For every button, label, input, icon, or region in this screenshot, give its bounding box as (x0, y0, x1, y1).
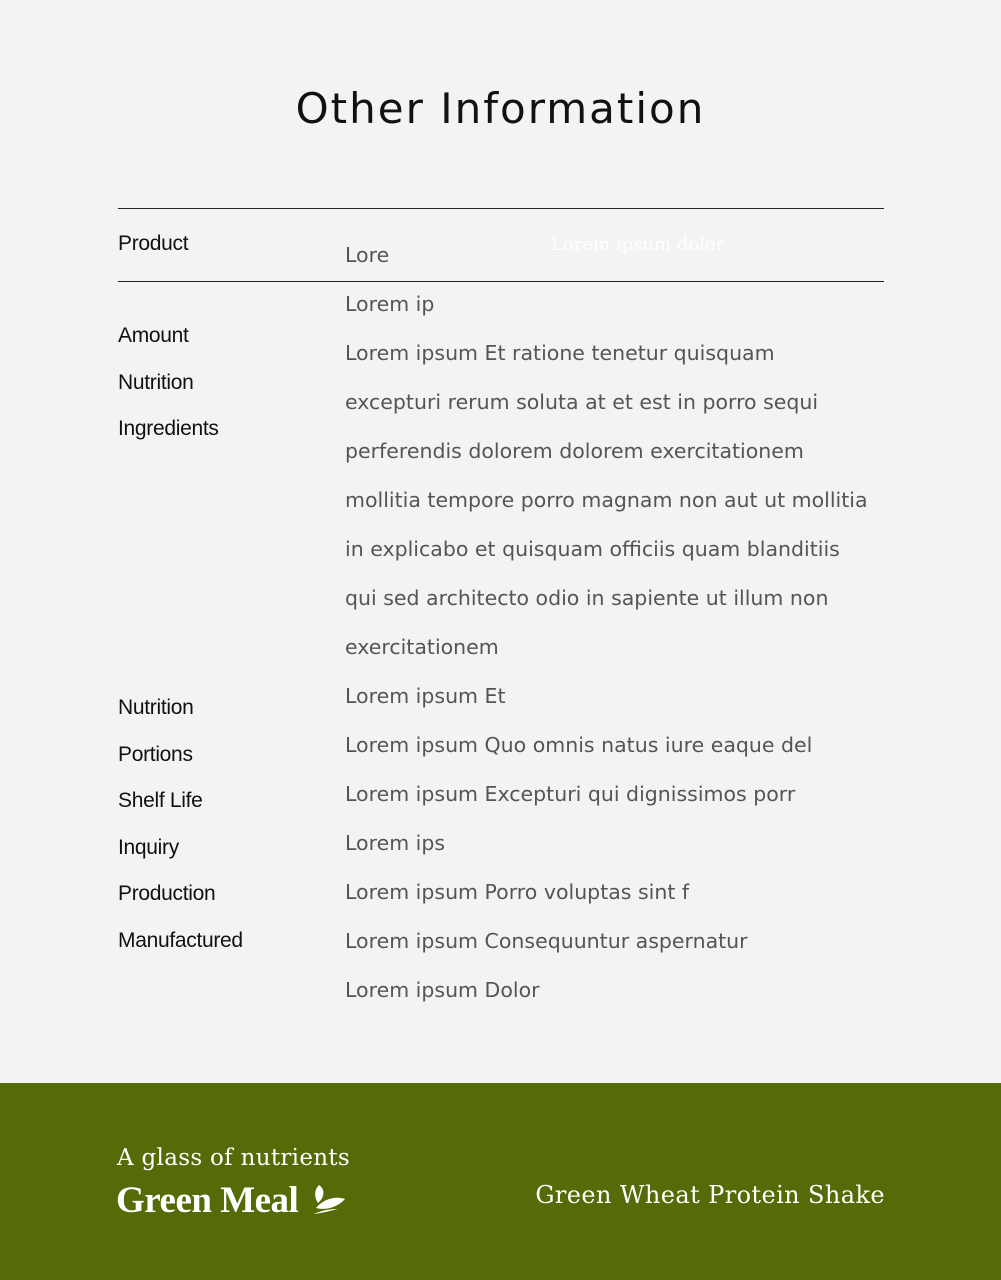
leaf-icon (310, 1181, 346, 1217)
value-line-15: Lorem ipsum Dolor (345, 978, 540, 1002)
value-line-11: Lorem ipsum Excepturi qui dignissimos porr (345, 782, 796, 806)
product-label: Product (118, 232, 189, 255)
value-line-13: Lorem ipsum Porro voluptas sint f (345, 880, 690, 904)
value-line-12: Lorem ips (345, 831, 446, 855)
brand-logo-text: Green Meal (116, 1180, 299, 1221)
value-line-6: in explicabo et quisquam officiis quam blanditiis (345, 537, 840, 561)
page-title: Other Information (295, 84, 706, 133)
product-hidden-value: Lorem ipsum dolor (551, 234, 725, 255)
label-ingredients: Ingredients (118, 417, 219, 440)
table-header-divider (118, 281, 884, 282)
value-line-2: Lorem ipsum Et ratione tenetur quisquam (345, 341, 775, 365)
value-line-5: mollitia tempore porro magnam non aut ut mollitia (345, 488, 868, 512)
footer-tagline: A glass of nutrients (117, 1145, 350, 1171)
label-inquiry: Inquiry (118, 836, 179, 859)
label-amount: Amount (118, 324, 189, 347)
value-line-8: exercitationem (345, 635, 499, 659)
label-manufactured: Manufactured (118, 929, 243, 952)
label-shelf-life: Shelf Life (118, 789, 203, 812)
value-line-3: excepturi rerum soluta at et est in porro sequi (345, 390, 819, 414)
footer (0, 1083, 1001, 1280)
value-line-10: Lorem ipsum Quo omnis natus iure eaque del (345, 733, 813, 757)
label-portions: Portions (118, 743, 193, 766)
label-production: Production (118, 882, 216, 905)
table-top-divider (118, 208, 884, 209)
value-line-14: Lorem ipsum Consequuntur aspernatur (345, 929, 748, 953)
label-nutrition-2: Nutrition (118, 696, 194, 719)
footer-product-name: Green Wheat Protein Shake (535, 1181, 885, 1209)
value-line-1: Lorem ip (345, 292, 435, 316)
label-nutrition: Nutrition (118, 371, 194, 394)
value-line-7: qui sed architecto odio in sapiente ut illum non (345, 586, 829, 610)
product-value: Lore (345, 243, 390, 267)
value-line-4: perferendis dolorem dolorem exercitationem (345, 439, 804, 463)
value-line-9: Lorem ipsum Et (345, 684, 506, 708)
